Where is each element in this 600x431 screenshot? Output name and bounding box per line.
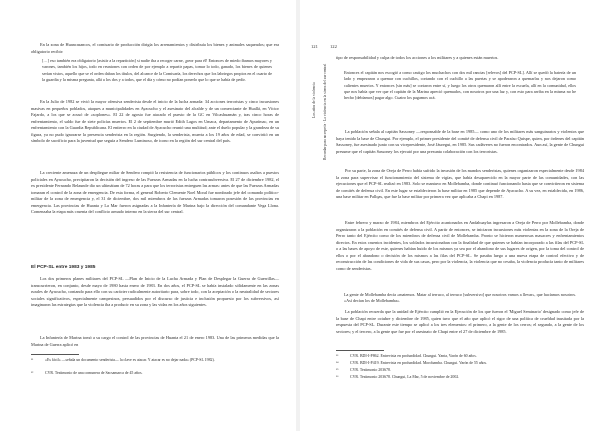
footnote-separator	[31, 354, 79, 355]
body-paragraph: La creciente amenaza de un despliegue miliar de Sendero rompió la resistencia de funcionarios públicos y los continuos asaltos a puestos policiales en Ayacucho, precipitaron la decisión del ingreso de las Fuerzas Armadas en la lucha contrasubversiva. El 27 de diciembre 1982, el ex presidente Fernando Belaunde dio un ultimátum de 72 horas a para que los terroristas entreguen las armas: antes de que las Fuerzas Armadas tomaran el control de la zona de emergencia. De esta forma, el general Roberto Clemente Noel Moral fue nombrado jefe del comando político-militar de la zona de emergencia y, el 31 de diciembre, dos mil miembros de las fuerzas Armadas tomaron posesión de las provincias en emergencia. Las provincias de Huanta y La Mar fueron asignadas a la Infantería de Marina bajo la dirección del comandante Vega Llona. Comenzaba la etapa más cruenta del conflicto armado interno en la sierra del sur central.	[31, 170, 279, 215]
blockquote: Entonces el capitán nos escogió a como castigo los muchachos con dos mil rancias [relevos] del PCP-SL]. Allí se quedó la batería de un lado y empezaron a quemar con cuchillos, cortando con el cuchillo a las puertas y se apoderaron a quemarlas y nos dejaron como calientes muertos. Y entonces [sin más] se cortaron entre sí, y luego los otros quemaron allí entre la escuela, allí en la comunidad, ellos que nos había que ver que el capitán de la Marina apreció quemados, con nosotros por una luz y, con esto para arriba en la misma no he hecho [debíamos] pagar algo. Cuatro los pagamos acá.	[344, 70, 576, 101]
footnote	[31, 358, 279, 364]
footnote-number: ¹³	[336, 354, 339, 358]
left-page	[0, 0, 292, 431]
footnote-text: CVR. Testimonio de una comunera de Sacsamarca de 45 años.	[45, 371, 143, 375]
footnote	[336, 368, 584, 374]
footnote	[336, 361, 584, 367]
blockquote: La gente de Mollebamba decía «matemos. Matar al terruco, al terruco [subversivo] que nosotros vamos a llevar», que hacíamos nosotros. «Así decían los de Mollebamba».	[344, 292, 576, 304]
body-paragraph: La Infantería de Marina tomó a su cargo el control de las provincias de Huanta el 21 de enero 1983. Una de las primeras medidas que la Marina de Guerra aplicó en	[31, 335, 279, 347]
footnote-number: ¹²	[31, 371, 34, 375]
footnote-text: CVR. BDI-I-P862. Entrevista en profundidad. Chungui. Yanta, Varón de 60 años.	[350, 354, 477, 358]
footnote-text: CVR. Testimonio 203678. Chungui, La Mar, 5 de noviembre de 2002.	[350, 375, 460, 379]
body-paragraph: tipo de responsabilidad y culpa de todos los acciones a los militares y a quienes están muertos.	[336, 55, 499, 60]
footnote	[336, 354, 584, 360]
blockquote: […] eso también era obligatorio [asistir a la repartición] si nadie iba a recoger carne, ¡peor para él! Entonces de miedo íbamos mayores y varones, también los hijos, todo en reuniones con orden de por ejemplo a repartir papas, tomar lo todo, ganado, los bienes de quienes serían vistos, aquello que se el orden daban los títulos, del alcance de la Comisaría, los derechos que los labriegos propios en el cuarto de la guardia y la misma pregunta, allá a los dos y a todos, que el día y cómo no podían ponerlo que lo que se había de pedir.	[42, 58, 272, 82]
footnote-separator	[336, 350, 384, 351]
running-head-left: Los años de la violencia	[312, 82, 316, 118]
footnote-text: CVR. BDI-I-P419. Entrevista en profundidad. Morobamba. Chungui. Varón de 55 años.	[350, 361, 487, 365]
right-page	[304, 0, 600, 431]
footnote-text: CVR. Testimonio 203678.	[350, 368, 391, 372]
page-number-left: 121	[311, 44, 318, 49]
body-paragraph: Por su parte, la zona de Oreja de Perro había sufrido la invasión de los mandos senderistas, quienes organizaron especialmente desde 1984 la zona para supervisar el funcionamiento del sistema de vigías, que había desaparecido en la mayor parte de las comunidades, con las ejecuciones que el PCP-SL realizó en 1983. Solo se mantuvo en Mollebamba, donde continuó funcionando hasta que se convirtieron en sistema de comités de defensa civil. En este lugar se establecieron la base militar en 1985 que depende de Ayacucho. A su vez, en establecida, en 1986, una base militar en Pallqas, que fue la base militar por primera vez que aplicaba a Chapi en 1987.	[336, 168, 584, 200]
footnote-number: ¹⁴	[336, 361, 339, 365]
footnote-text: «Es fácil» —señala un documento senderista— la clave es atacar. Y atacar es no dejar nada» (PCP-SL 1982).	[45, 358, 215, 362]
footnote-number: ¹⁵	[336, 368, 339, 372]
body-paragraph: La población señala al capitán Sassoney —responsable de la base en 1985— como uno de los militares más sanguinarios y violentos que haya tenido la base de Chungui. Por ejemplo, el primer presidente del comité de defensa civil de Paraíso Quispe, quien, por órdenes del capitán Sassoney, fue asesinado junto con su vicepresidente, José Jáuregui, en 1985. Sus cadáveres no fueron encontrados. Aun así, la gente de Chungui presume que el capitán Sassoney los ejecutó por una presunta colaboración con los terroristas.	[336, 129, 584, 154]
footnote	[31, 371, 279, 377]
section-heading: El PCP-SL entre 1983 y 1985	[31, 265, 96, 270]
page-number-right: 122	[330, 44, 337, 49]
footnote-number: ¹¹	[31, 358, 34, 362]
body-paragraph: La población recuerda que la unidad de Ejército cumplió en la Ejecución de los que fueron el 'Miguel Seminario' designado como jefe de la base de Chapi entre octubre y diciembre de 1985, quien tuvo que el año que aplicó el rigor de una política de crueldad inusitada por la respuesta del PCP-SL. Durante este tiempo se aplicó a los tres elementos: el primero, a la gente de los cerros; el segundo, a la gente de los sectores; y el tercero, a la gente que fue por el asesinato de Chapi entre el 27 de diciembre de 1985.	[336, 309, 584, 334]
book-gutter	[296, 0, 300, 431]
running-head-right: Recordar para no repetir · La violencia en la sierra del sur central	[323, 63, 327, 160]
body-paragraph: En la zona de Huancasancos, el comisario de producción dirigía los arrenamientos y distribuía los bienes y animales saqueados; que era obligatorio recibir:	[31, 42, 279, 54]
footnote-number: ¹⁶	[336, 375, 339, 379]
body-paragraph: En la Julio de 1982 se vivió la mayor ofensiva senderista desde el inicio de la lucha armada: 34 acciones terroristas y cinco incursiones masivas en pequeños poblados, ataques a municipalidades en Ayacucho y el asesinato del alcalde y de un comerciante de Huallá, en Víctor Fajardo, a los que se acusó de «soplones». El 22 de agosto fue atacado el puesto de la GC en Vilcashuamán y, tras cinco horas de enfrentamiento, el saldo fue de siete policías muertos. El 2 de septiembre murió Edith Lagos en Umaca, departamento de Apurímac, en un enfrentamiento con la Guardia Republicana. El entierro en la ciudad de Ayacucho reunió una multitud; ante el duelo popular y la grandeza de su figura, ya no pudo ignorarse la presencia senderista en la región. Surgiendo, la senderista, muerta a los 19 años de edad, se convirtió en un símbolo de sacrificio para la juventud que seguía a Sendero Luminoso, de icono en la región del sur central del país.	[31, 99, 279, 144]
footnote	[336, 375, 584, 381]
body-paragraph: Entre febrero y marzo de 1984, miembros del Ejército acantonados en Andahuaylas ingresaron a Oreja de Perro por Mollebamba, donde organizaron a la población en comités de defensa civil. A partir de entonces, se iniciaron incursiones más violentas en la zona de la Oreja de Perro tanto del Ejército como de los miembros de defensa civil de Mollebamba. Pronto se hicieron numerosas masacres y enfrentamientos directos. En estos cruentos incidentes, los soldados incursionaban con la finalidad de que quienes se habían incorporado a las filas del PCP-SL o a las bases de apoyo de este, quienes habían huido de los mismos ya sea por el abandono de sus lugares de origen, por la toma del control de ellos o por el abandono o decisión de los mismos a las filas del PCP-SL. Se pasaba luego a una nueva etapa de control efectivo y de reconstrucción de las condiciones de vida de sus casas, pero por la violencia, la violencia que no cesaba, la violencia producía tanto de militares como de senderistas.	[336, 220, 584, 271]
body-paragraph: Los dos primeros planes militares del PCP-SL —Plan de Inicio de la Lucha Armada y Plan de Desplegar la Guerra de Guerrillas— transcurrieron, en conjunto, desde mayo de 1980 hasta enero de 1983. En dos años, el PCP-SL se había instalado sólidamente en las zonas rurales de Ayacucho, contando para ello con su carácter radicalmente autoritario para, sobre todo, con la aceptación o la neutralidad de sectores sociales significativos, especialmente campesinos, persuadidos por el discurso de justicia e inclusión propuesto por los subversivos, así imaginaron las estrategias que la violencia iba a producir en su zona y las vidas en los años siguientes.	[31, 276, 279, 308]
